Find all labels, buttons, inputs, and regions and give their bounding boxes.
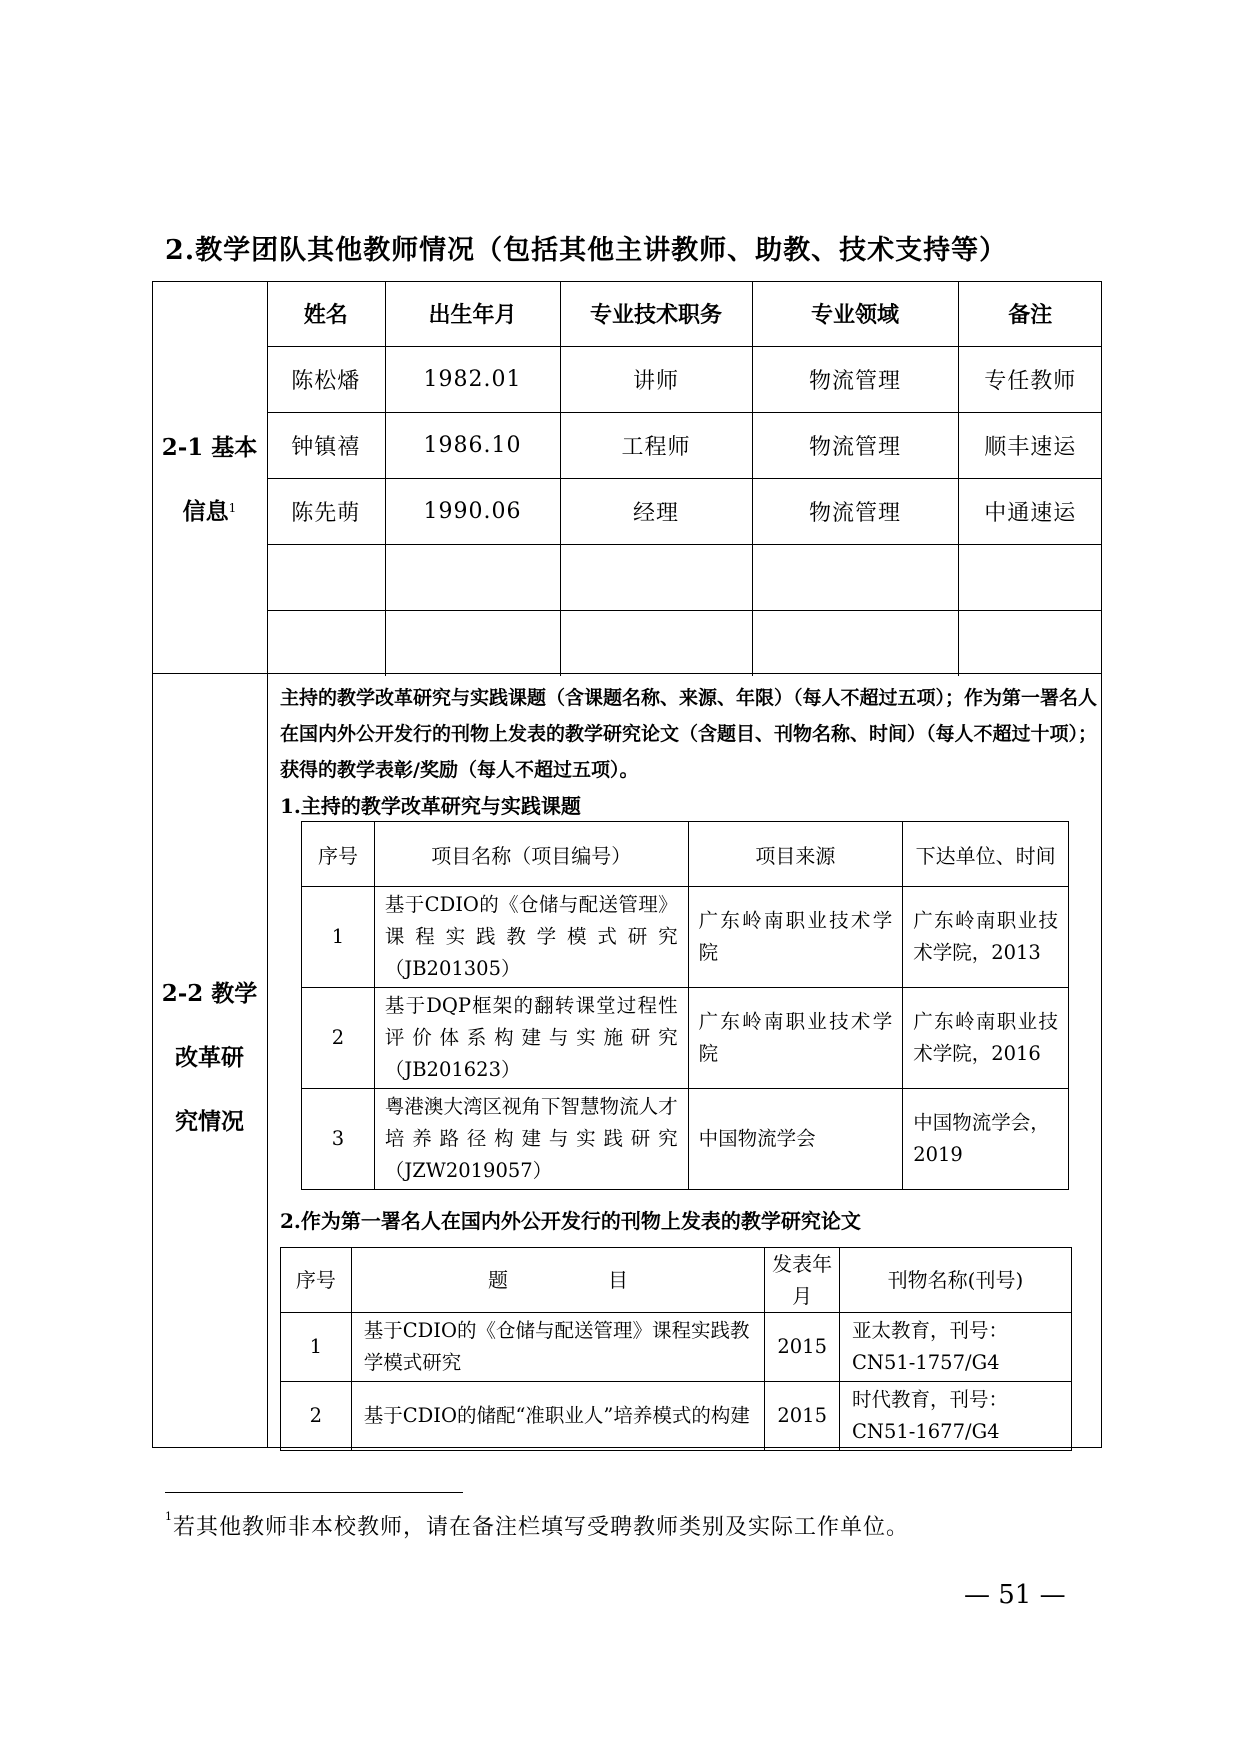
teacher-birth: 1990.06 xyxy=(385,479,560,545)
table-row xyxy=(281,1382,1072,1451)
teacher-name: 钟镇禧 xyxy=(267,413,385,479)
teacher-title: 讲师 xyxy=(560,347,752,413)
paper-date: 2015 xyxy=(765,1313,840,1382)
project-issuer: 中国物流学会，2019 xyxy=(903,1089,1069,1190)
project-issuer: 广东岭南职业技术学院，2013 xyxy=(903,887,1069,988)
table-row xyxy=(302,887,1069,988)
table-row xyxy=(267,611,1102,677)
project-name: 基于CDIO的《仓储与配送管理》课程实践教学模式研究（JB201305） xyxy=(374,887,688,988)
header-remark: 备注 xyxy=(958,281,1102,347)
paper-index: 2 xyxy=(281,1382,352,1451)
project-source: 广东岭南职业技术学院 xyxy=(688,988,903,1089)
projects-title: 1.主持的教学改革研究与实践课题 xyxy=(280,794,581,818)
project-source: 中国物流学会 xyxy=(688,1089,903,1190)
table-header-row xyxy=(281,1248,1072,1313)
project-issuer: 广东岭南职业技术学院，2016 xyxy=(903,988,1069,1089)
table-row xyxy=(267,413,1102,479)
project-index: 2 xyxy=(302,988,375,1089)
teacher-field xyxy=(752,611,958,677)
project-source: 广东岭南职业技术学院 xyxy=(688,887,903,988)
teacher-remark: 中通速运 xyxy=(958,479,1102,545)
header-paper-title: 题 目 xyxy=(351,1248,765,1313)
teacher-remark: 专任教师 xyxy=(958,347,1102,413)
header-project-name: 项目名称（项目编号） xyxy=(374,822,688,887)
teacher-remark xyxy=(958,545,1102,611)
header-issuer-time: 下达单位、时间 xyxy=(903,822,1069,887)
teacher-field: 物流管理 xyxy=(752,413,958,479)
basic-info-label-line1: 2-1 基本 xyxy=(161,434,258,461)
papers-table xyxy=(280,1247,1072,1451)
paper-title: 基于CDIO的储配“准职业人”培养模式的构建 xyxy=(351,1382,765,1451)
teacher-remark xyxy=(958,611,1102,677)
reform-label xyxy=(152,962,267,1154)
table-row xyxy=(267,545,1102,611)
reform-intro: 主持的教学改革研究与实践课题（含课题名称、来源、年限）（每人不超过五项）；作为第一署名人在国内外公开发行的刊物上发表的教学研究论文（含题目、刊物名称、时间）（每人不超过十项）；获得的教学表彰/奖励（每人不超过五项）。 xyxy=(280,687,1098,781)
teacher-title: 经理 xyxy=(560,479,752,545)
header-field: 专业领域 xyxy=(752,281,958,347)
table-header-row xyxy=(267,281,1102,347)
table-row xyxy=(267,347,1102,413)
basic-info-table xyxy=(267,281,1102,676)
footnote xyxy=(165,1510,909,1541)
footnote-separator xyxy=(165,1492,463,1493)
teacher-title: 工程师 xyxy=(560,413,752,479)
header-index: 序号 xyxy=(302,822,375,887)
table-row xyxy=(281,1313,1072,1382)
footnote-text: 若其他教师非本校教师，请在备注栏填写受聘教师类别及实际工作单位。 xyxy=(173,1515,910,1540)
teacher-birth xyxy=(385,611,560,677)
header-title: 专业技术职务 xyxy=(560,281,752,347)
teacher-title xyxy=(560,611,752,677)
page-number: — 51 — xyxy=(964,1580,1066,1610)
teacher-title xyxy=(560,545,752,611)
teacher-name xyxy=(267,545,385,611)
teacher-name xyxy=(267,611,385,677)
basic-info-label-line2: 信息$^1$ xyxy=(182,498,237,525)
project-name: 粤港澳大湾区视角下智慧物流人才培养路径构建与实践研究（JZW2019057） xyxy=(374,1089,688,1190)
reform-label-line3: 究情况 xyxy=(175,1108,244,1135)
teacher-birth: 1982.01 xyxy=(385,347,560,413)
table-row xyxy=(302,1089,1069,1190)
papers-title: 2.作为第一署名人在国内外公开发行的刊物上发表的教学研究论文 xyxy=(280,1209,861,1233)
projects-table xyxy=(301,821,1069,1190)
footnote-ref: 1 xyxy=(228,501,237,515)
footnote-mark: 1 xyxy=(165,1510,173,1523)
teacher-remark: 顺丰速运 xyxy=(958,413,1102,479)
paper-journal: 亚太教育，刊号：CN51-1757/G4 xyxy=(839,1313,1071,1382)
teacher-field: 物流管理 xyxy=(752,347,958,413)
section-title: 2.教学团队其他教师情况（包括其他主讲教师、助教、技术支持等） xyxy=(165,235,1008,266)
header-birth: 出生年月 xyxy=(385,281,560,347)
project-index: 1 xyxy=(302,887,375,988)
paper-date: 2015 xyxy=(765,1382,840,1451)
header-name: 姓名 xyxy=(267,281,385,347)
project-name: 基于DQP框架的翻转课堂过程性评价体系构建与实施研究（JB201623） xyxy=(374,988,688,1089)
teacher-name: 陈先萌 xyxy=(267,479,385,545)
header-project-source: 项目来源 xyxy=(688,822,903,887)
header-index: 序号 xyxy=(281,1248,352,1313)
paper-title: 基于CDIO的《仓储与配送管理》课程实践教学模式研究 xyxy=(351,1313,765,1382)
table-row xyxy=(302,988,1069,1089)
basic-info-label xyxy=(152,416,267,544)
table-header-row xyxy=(302,822,1069,887)
header-journal: 刊物名称(刊号) xyxy=(839,1248,1071,1313)
reform-label-line1: 2-2 教学 xyxy=(161,980,258,1007)
project-index: 3 xyxy=(302,1089,375,1190)
reform-label-line2: 改革研 xyxy=(175,1044,244,1071)
teacher-birth: 1986.10 xyxy=(385,413,560,479)
teacher-birth xyxy=(385,545,560,611)
teacher-field: 物流管理 xyxy=(752,479,958,545)
paper-journal: 时代教育，刊号：CN51-1677/G4 xyxy=(839,1382,1071,1451)
table-row xyxy=(267,479,1102,545)
header-publish-date: 发表年月 xyxy=(765,1248,840,1313)
teacher-field xyxy=(752,545,958,611)
paper-index: 1 xyxy=(281,1313,352,1382)
teacher-name: 陈松燔 xyxy=(267,347,385,413)
